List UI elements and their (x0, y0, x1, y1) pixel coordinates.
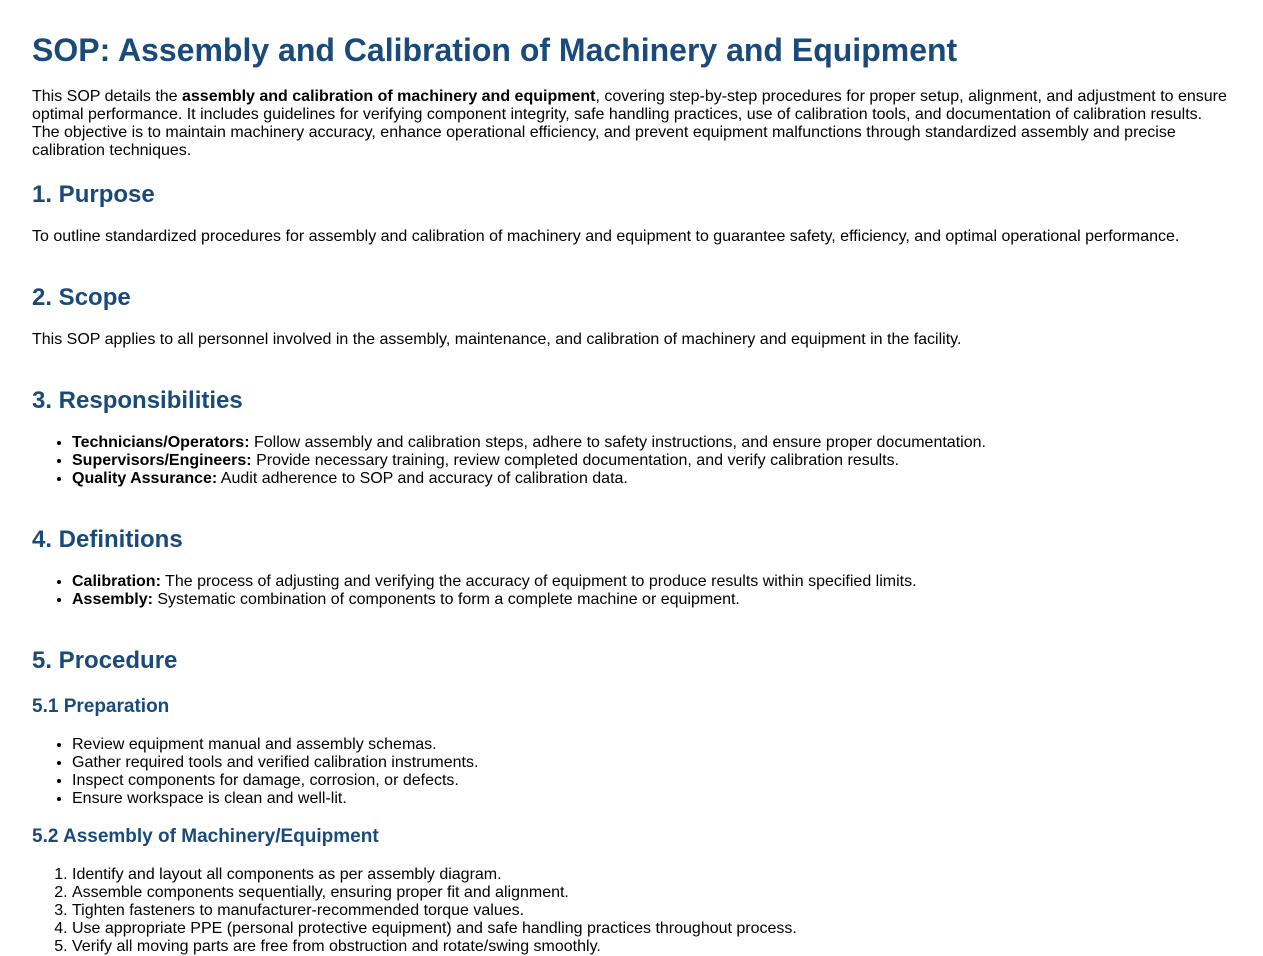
scope-text: This SOP applies to all personnel involved in the assembly, maintenance, and calibration of machinery and equipment in the facility. (32, 331, 962, 348)
section-heading-procedure: 5. Procedure (32, 647, 178, 674)
intro-suffix: , covering step-by-step procedures for proper setup, alignment, and adjustment to ensure optimal performance. It includes guidelines for verifying component integrity, safe handling practices, use of calibration tools, and documentation of calibration results. The objective is to maintain machinery accuracy, enhance operational efficiency, and prevent equipment malfunctions through standardized assembly and precise calibration techniques. (32, 88, 1227, 159)
list-item-term: Technicians/Operators: (72, 434, 250, 451)
preparation-list (32, 736, 1231, 808)
section-heading-definitions: 4. Definitions (32, 526, 183, 553)
list-item: • Gather required tools and verified calibration instruments. (72, 754, 1231, 772)
list-item: 3. Tighten fasteners to manufacturer-recommended torque values. (72, 902, 1231, 920)
list-item-text: Systematic combination of components to form a complete machine or equipment. (152, 591, 740, 608)
list-item (72, 470, 1231, 488)
responsibilities-list (32, 434, 1231, 488)
section-heading-responsibilities: 3. Responsibilities (32, 387, 243, 414)
list-item: 2. Assemble components sequentially, ensuring proper fit and alignment. (72, 884, 1231, 902)
page-title: SOP: Assembly and Calibration of Machinery and Equipment (32, 32, 958, 68)
list-item-term: Supervisors/Engineers: (72, 452, 252, 469)
list-item (72, 434, 1231, 452)
list-item-text: The process of adjusting and verifying the accuracy of equipment to produce results within specified limits. (160, 573, 917, 590)
list-item: • Ensure workspace is clean and well-lit. (72, 790, 1231, 808)
intro-bold-phrase: assembly and calibration of machinery and equipment (182, 88, 596, 105)
list-item: • Inspect components for damage, corrosion, or defects. (72, 772, 1231, 790)
list-item-term: Quality Assurance: (72, 470, 218, 487)
section-heading-purpose: 1. Purpose (32, 181, 155, 208)
purpose-text: To outline standardized procedures for assembly and calibration of machinery and equipment to guarantee safety, efficiency, and optimal operational performance. (32, 228, 1180, 245)
assembly-steps-list (32, 866, 1231, 956)
subsection-heading-preparation: 5.1 Preparation (32, 696, 170, 717)
definitions-list (32, 573, 1231, 609)
list-item-term: Calibration: (72, 573, 161, 590)
list-item: 1. Identify and layout all components as per assembly diagram. (72, 866, 1231, 884)
section-heading-scope: 2. Scope (32, 284, 131, 311)
intro-prefix: This SOP details the (32, 88, 182, 105)
list-item-text: Provide necessary training, review completed documentation, and verify calibration results. (251, 452, 900, 469)
list-item-text: Audit adherence to SOP and accuracy of calibration data. (217, 470, 628, 487)
list-item-term: Assembly: (72, 591, 153, 608)
list-item (72, 573, 1231, 591)
list-item-text: Follow assembly and calibration steps, adhere to safety instructions, and ensure proper documentation. (249, 434, 986, 451)
list-item (72, 591, 1231, 609)
list-item: 5. Verify all moving parts are free from obstruction and rotate/swing smoothly. (72, 938, 1231, 956)
subsection-heading-assembly: 5.2 Assembly of Machinery/Equipment (32, 826, 379, 847)
list-item (72, 452, 1231, 470)
list-item: • Review equipment manual and assembly schemas. (72, 736, 1231, 754)
intro-paragraph (32, 88, 1232, 160)
list-item: 4. Use appropriate PPE (personal protective equipment) and safe handling practices throughout process. (72, 920, 1231, 938)
